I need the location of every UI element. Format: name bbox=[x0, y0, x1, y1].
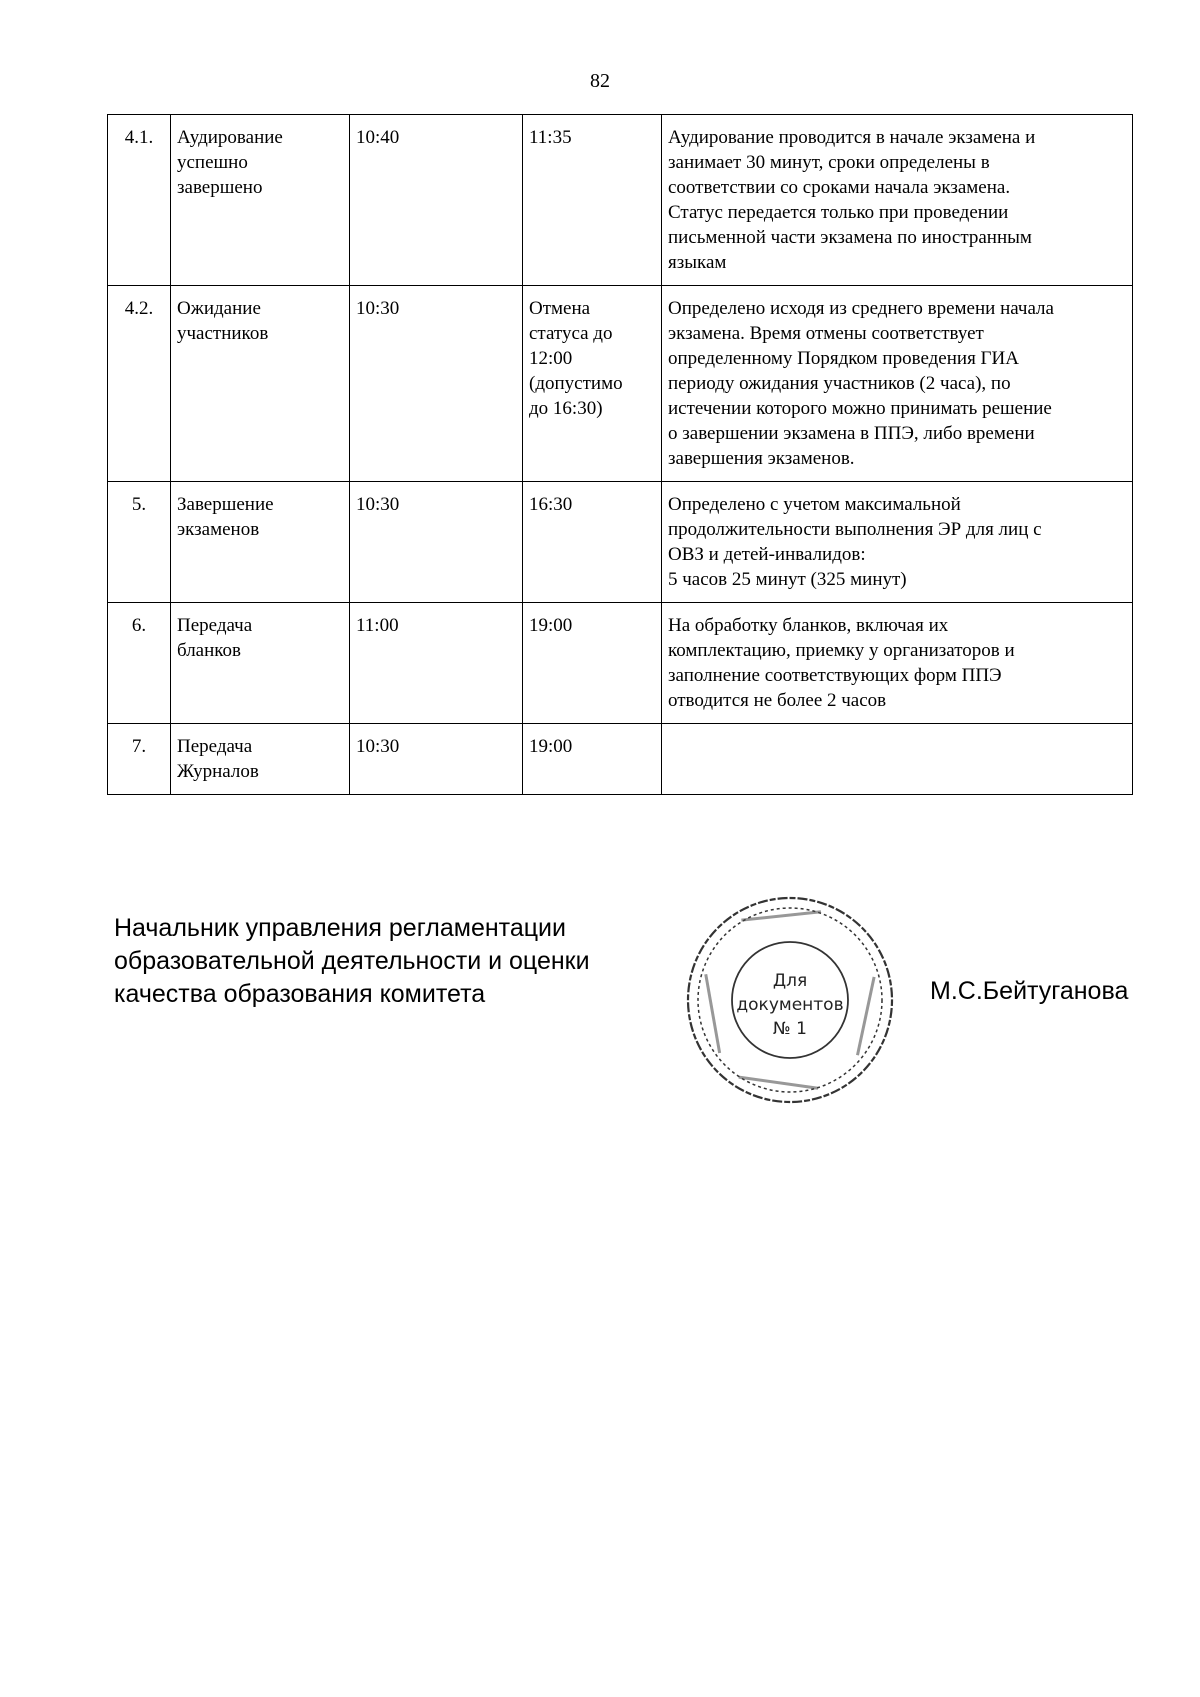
note-cell-line: Статус передается только при проведении bbox=[668, 202, 1009, 223]
note-cell bbox=[662, 286, 1133, 482]
event-cell-line: бланков bbox=[177, 640, 242, 661]
row-number-cell: 4.2. bbox=[108, 286, 171, 482]
schedule-table-body bbox=[108, 115, 1133, 795]
start-time-cell: 11:00 bbox=[350, 603, 523, 724]
note-cell-line: ОВЗ и детей-инвалидов: bbox=[668, 544, 866, 565]
end-time-cell-line: до 16:30) bbox=[529, 398, 603, 419]
note-cell-line: завершения экзаменов. bbox=[668, 448, 855, 469]
note-cell-line: 5 часов 25 минут (325 минут) bbox=[668, 569, 907, 590]
end-time-cell-line: (допустимо bbox=[529, 373, 623, 394]
note-cell-line: языкам bbox=[668, 252, 727, 273]
event-cell-line: Передача bbox=[177, 615, 253, 636]
note-cell-line: Определено с учетом максимальной bbox=[668, 494, 961, 515]
row-number-cell: 4.1. bbox=[108, 115, 171, 286]
end-time-cell-line: 12:00 bbox=[529, 348, 573, 369]
note-cell-line: экзамена. Время отмены соответствует bbox=[668, 323, 984, 344]
end-time-cell-line: 19:00 bbox=[529, 736, 573, 757]
page-number: 82 bbox=[590, 70, 610, 92]
seal-line: Для bbox=[772, 971, 808, 991]
event-cell-line: Ожидание bbox=[177, 298, 261, 319]
event-cell bbox=[171, 115, 350, 286]
note-cell-line: комплектацию, приемку у организаторов и bbox=[668, 640, 1015, 661]
signature-title bbox=[114, 912, 654, 1011]
event-cell-line: экзаменов bbox=[177, 519, 260, 540]
schedule-table bbox=[107, 114, 1133, 795]
end-time-cell-line: статуса до bbox=[529, 323, 613, 344]
start-time-cell: 10:30 bbox=[350, 482, 523, 603]
note-cell bbox=[662, 603, 1133, 724]
end-time-cell bbox=[523, 115, 662, 286]
event-cell-line: Передача bbox=[177, 736, 253, 757]
note-cell-line: определенному Порядком проведения ГИА bbox=[668, 348, 1019, 369]
note-cell-line: письменной части экзамена по иностранным bbox=[668, 227, 1032, 248]
event-cell-line: Журналов bbox=[177, 761, 259, 782]
seal-line: документов bbox=[736, 995, 844, 1015]
table-row bbox=[108, 115, 1133, 286]
signer-name: М.С.Бейтуганова bbox=[930, 977, 1129, 1005]
note-cell-line: о завершении экзамена в ППЭ, либо времени bbox=[668, 423, 1035, 444]
note-cell bbox=[662, 724, 1133, 795]
row-number-cell: 6. bbox=[108, 603, 171, 724]
note-cell bbox=[662, 482, 1133, 603]
event-cell bbox=[171, 724, 350, 795]
end-time-cell bbox=[523, 482, 662, 603]
signature-title-line: образовательной деятельности и оценки bbox=[114, 947, 590, 975]
event-cell bbox=[171, 603, 350, 724]
signature-title-line: качества образования комитета bbox=[114, 980, 486, 1008]
table-row bbox=[108, 286, 1133, 482]
start-time-cell: 10:30 bbox=[350, 724, 523, 795]
event-cell-line: Аудирование bbox=[177, 127, 283, 148]
note-cell-line: продолжительности выполнения ЭР для лиц с bbox=[668, 519, 1042, 540]
end-time-cell-line: 16:30 bbox=[529, 494, 573, 515]
start-time-cell: 10:30 bbox=[350, 286, 523, 482]
official-seal bbox=[680, 890, 900, 1110]
note-cell-line: занимает 30 минут, сроки определены в bbox=[668, 152, 990, 173]
note-cell-line: заполнение соответствующих форм ППЭ bbox=[668, 665, 1002, 686]
note-cell-line: Определено исходя из среднего времени начала bbox=[668, 298, 1054, 319]
event-cell bbox=[171, 482, 350, 603]
note-cell-line: соответствии со сроками начала экзамена. bbox=[668, 177, 1011, 198]
seal-line: № 1 bbox=[773, 1019, 807, 1039]
note-cell-line: отводится не более 2 часов bbox=[668, 690, 887, 711]
event-cell-line: успешно bbox=[177, 152, 248, 173]
row-number-cell: 7. bbox=[108, 724, 171, 795]
end-time-cell-line: Отмена bbox=[529, 298, 591, 319]
table-row bbox=[108, 724, 1133, 795]
row-number-cell: 5. bbox=[108, 482, 171, 603]
table-row bbox=[108, 482, 1133, 603]
end-time-cell bbox=[523, 603, 662, 724]
end-time-cell bbox=[523, 724, 662, 795]
end-time-cell bbox=[523, 286, 662, 482]
table-row bbox=[108, 603, 1133, 724]
signature-title-line: Начальник управления регламентации bbox=[114, 914, 566, 942]
note-cell-line: Аудирование проводится в начале экзамена и bbox=[668, 127, 1036, 148]
event-cell-line: участников bbox=[177, 323, 269, 344]
note-cell bbox=[662, 115, 1133, 286]
end-time-cell-line: 11:35 bbox=[529, 127, 572, 148]
start-time-cell: 10:40 bbox=[350, 115, 523, 286]
event-cell bbox=[171, 286, 350, 482]
note-cell-line: На обработку бланков, включая их bbox=[668, 615, 949, 636]
event-cell-line: завершено bbox=[177, 177, 263, 198]
note-cell-line: истечении которого можно принимать решение bbox=[668, 398, 1052, 419]
event-cell-line: Завершение bbox=[177, 494, 274, 515]
note-cell-line: периоду ожидания участников (2 часа), по bbox=[668, 373, 1011, 394]
end-time-cell-line: 19:00 bbox=[529, 615, 573, 636]
